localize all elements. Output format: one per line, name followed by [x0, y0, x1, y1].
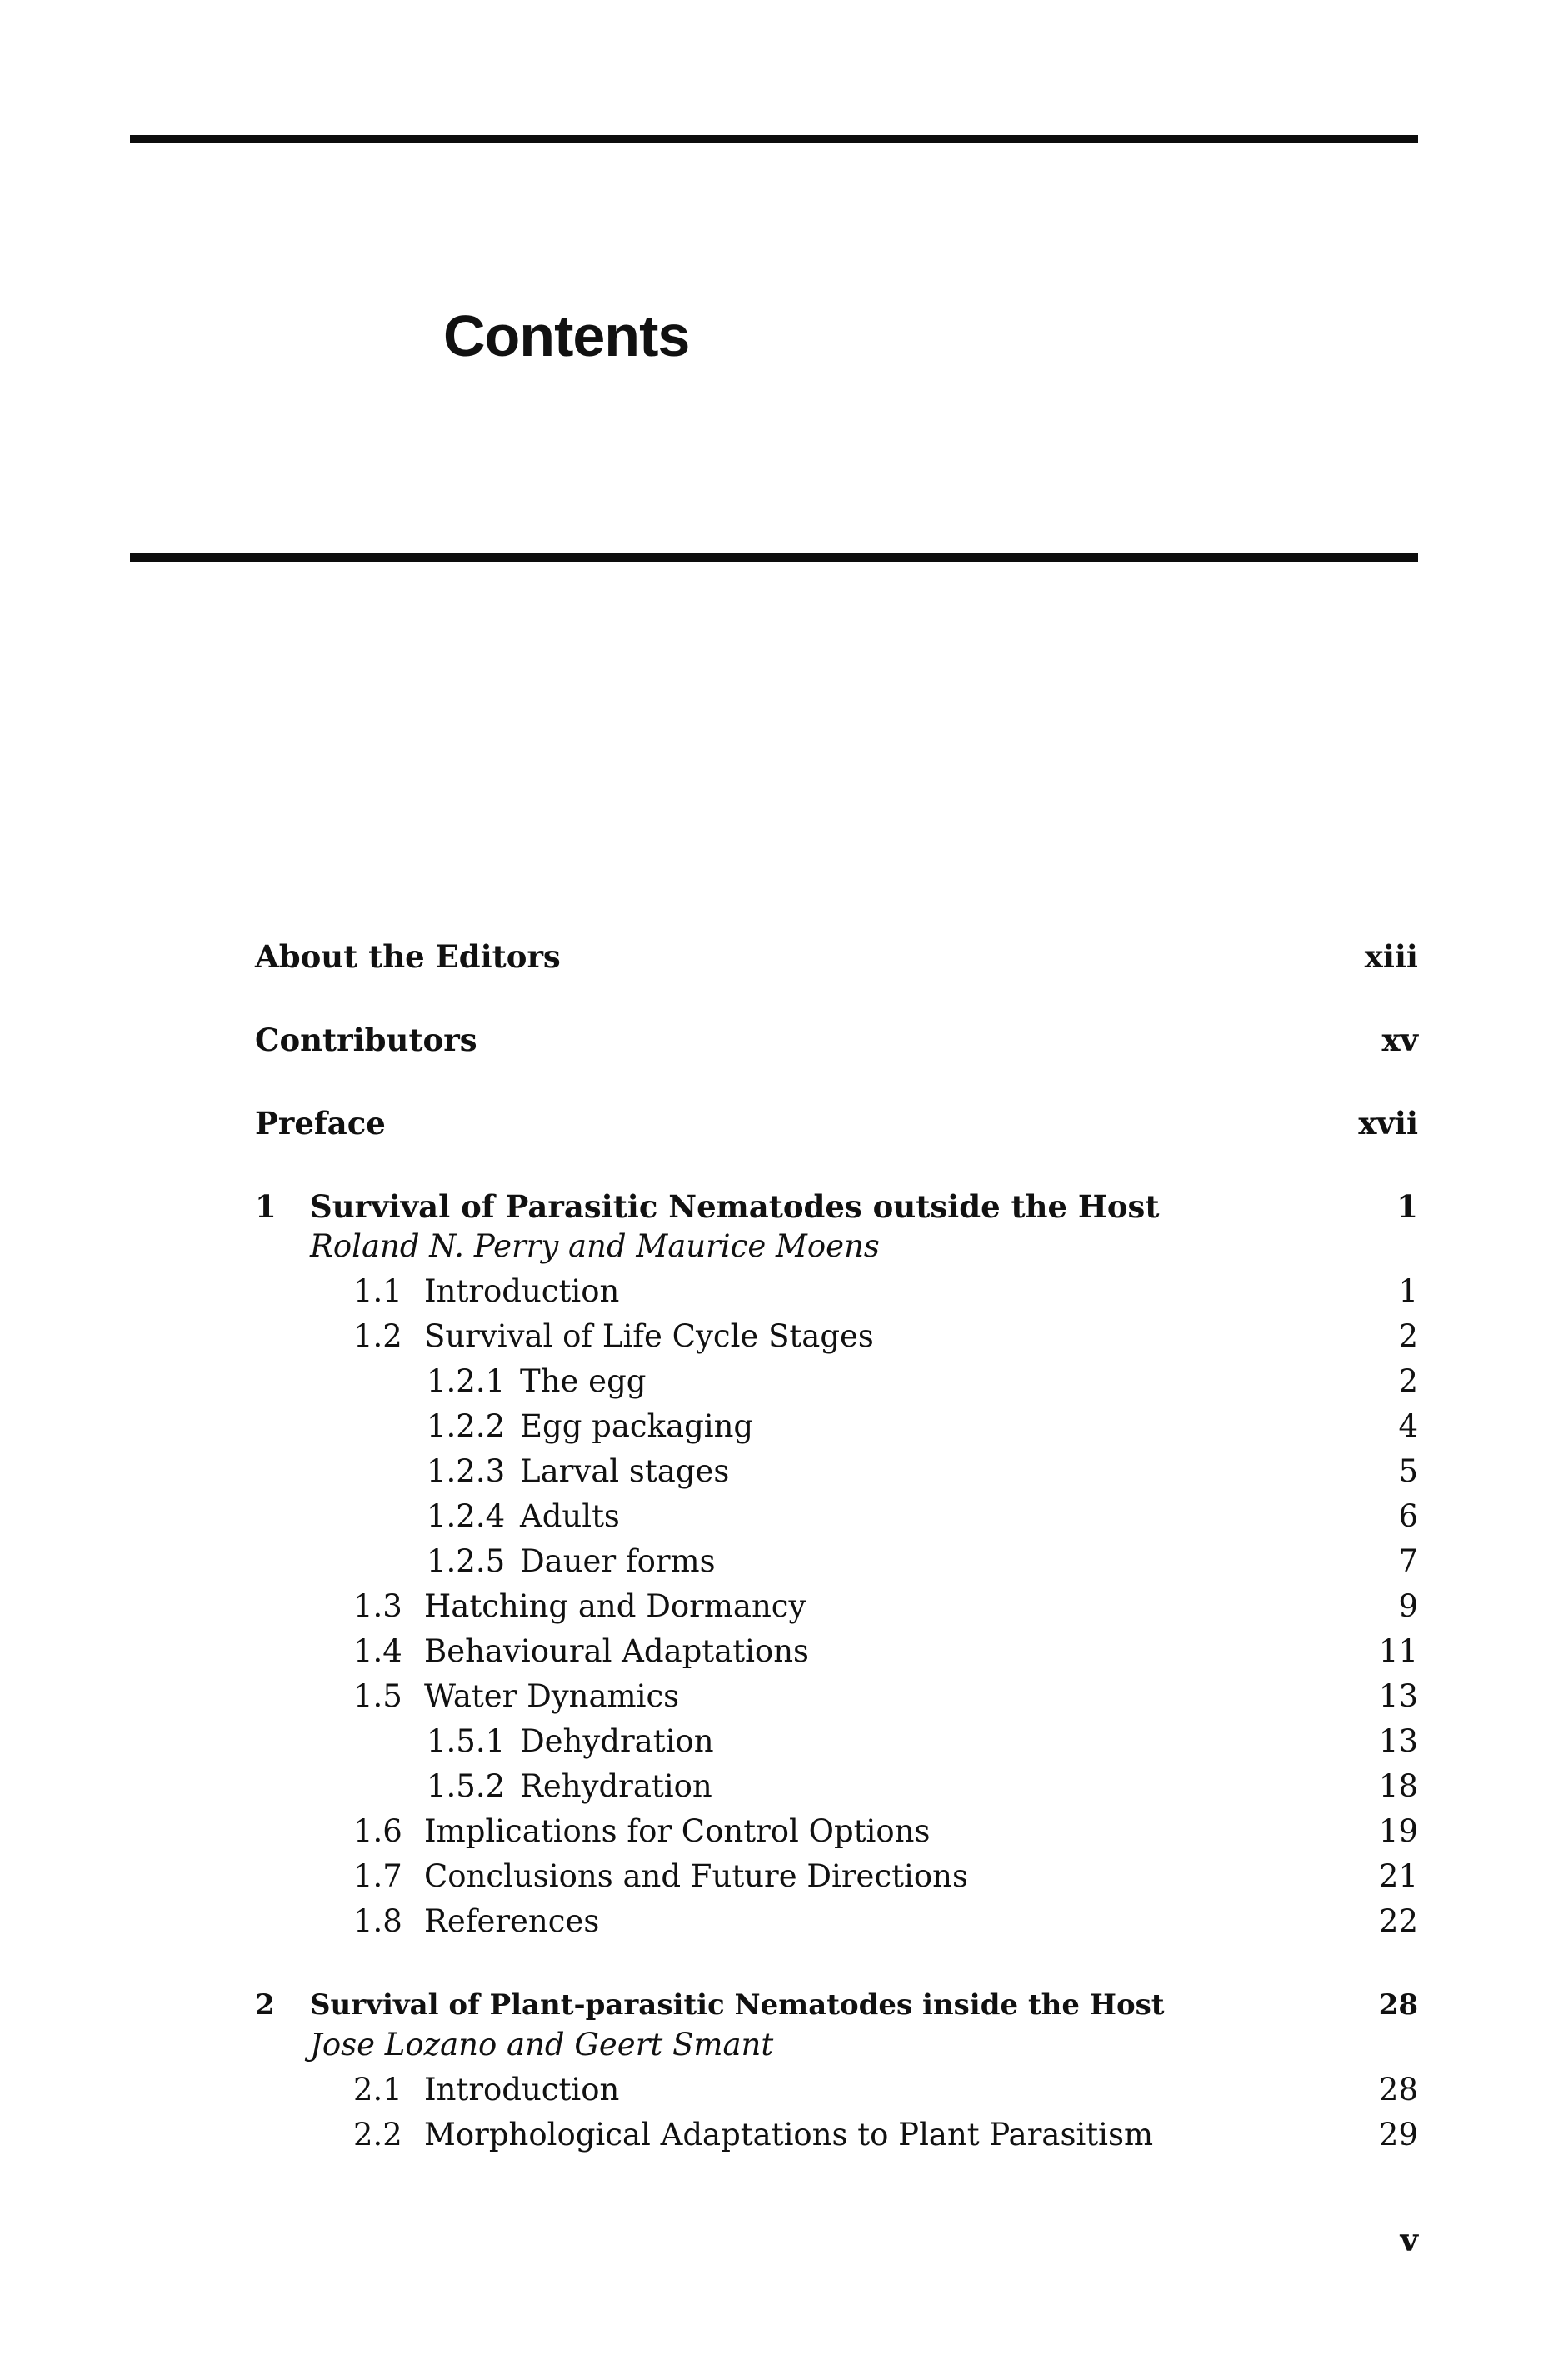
subsection-title: Adults [520, 1498, 620, 1534]
subsection-number: 1.2.2 [427, 1408, 506, 1444]
toc-section[interactable] [0, 1268, 1548, 1315]
section-title: Morphological Adaptations to Plant Parasitism [424, 2117, 1154, 2152]
subsection-page: 13 [1378, 1723, 1418, 1759]
section-number: 1.1 [353, 1273, 402, 1309]
toc-subsection[interactable] [0, 1538, 1548, 1585]
subsection-title: Larval stages [520, 1453, 730, 1489]
toc-subsection[interactable] [0, 1403, 1548, 1450]
section-number: 2.2 [353, 2117, 402, 2152]
subsection-page: 6 [1398, 1498, 1418, 1534]
toc-subsection[interactable] [0, 1358, 1548, 1405]
section-number: 1.3 [353, 1588, 402, 1624]
subsection-page: 4 [1398, 1408, 1418, 1444]
toc-entry-page: xv [1381, 1022, 1418, 1058]
subsection-title: Dauer forms [520, 1543, 716, 1579]
toc-section[interactable] [0, 1898, 1548, 1945]
subsection-number: 1.5.2 [427, 1768, 506, 1804]
section-number: 1.2 [353, 1318, 402, 1354]
page-title: Contents [443, 303, 690, 368]
section-number: 1.5 [353, 1678, 402, 1714]
toc-entry-page: xvii [1358, 1105, 1418, 1142]
section-page: 28 [1378, 2072, 1418, 2108]
toc-entry-preface[interactable] [0, 1100, 1548, 1147]
section-number: 1.6 [353, 1813, 402, 1849]
section-number: 2.1 [353, 2072, 402, 2108]
toc-entry-about-editors[interactable] [0, 933, 1548, 980]
section-page: 11 [1378, 1633, 1418, 1669]
section-page: 2 [1398, 1318, 1418, 1354]
subsection-number: 1.2.5 [427, 1543, 506, 1579]
section-number: 1.4 [353, 1633, 402, 1669]
toc-subsection[interactable] [0, 1763, 1548, 1810]
page-number: v [1400, 2222, 1418, 2258]
subsection-page: 7 [1398, 1543, 1418, 1579]
section-page: 21 [1378, 1858, 1418, 1894]
toc-section[interactable] [0, 2067, 1548, 2113]
toc-section[interactable] [0, 1853, 1548, 1900]
section-page: 19 [1378, 1813, 1418, 1849]
toc-subsection[interactable] [0, 1448, 1548, 1495]
toc-entry-label: Preface [255, 1105, 386, 1142]
toc-section[interactable] [0, 1628, 1548, 1675]
subsection-number: 1.2.4 [427, 1498, 506, 1534]
subsection-number: 1.2.1 [427, 1363, 506, 1399]
bottom-rule [130, 553, 1418, 562]
section-title: Hatching and Dormancy [424, 1588, 806, 1624]
chapter-number: 2 [255, 1988, 275, 2022]
subsection-title: Dehydration [520, 1723, 714, 1759]
section-page: 1 [1398, 1273, 1418, 1309]
subsection-number: 1.5.1 [427, 1723, 506, 1759]
authors-text: Jose Lozano and Geert Smant [310, 2027, 774, 2062]
chapter-title: Survival of Parasitic Nematodes outside the Host [310, 1188, 1160, 1225]
top-rule [130, 135, 1418, 143]
chapter-authors [0, 1223, 1548, 1270]
toc-section[interactable] [0, 1808, 1548, 1855]
toc-section[interactable] [0, 1313, 1548, 1360]
toc-section[interactable] [0, 2112, 1548, 2158]
section-title: Survival of Life Cycle Stages [424, 1318, 874, 1354]
authors-text: Roland N. Perry and Maurice Moens [310, 1228, 880, 1264]
toc-subsection[interactable] [0, 1493, 1548, 1540]
subsection-page: 5 [1398, 1453, 1418, 1489]
section-title: Conclusions and Future Directions [424, 1858, 968, 1894]
chapter-page: 28 [1378, 1988, 1418, 2022]
section-title: Introduction [424, 2072, 620, 2108]
chapter-authors [0, 2022, 1548, 2068]
toc-section[interactable] [0, 1673, 1548, 1720]
subsection-number: 1.2.3 [427, 1453, 506, 1489]
section-page: 13 [1378, 1678, 1418, 1714]
section-page: 22 [1378, 1903, 1418, 1939]
section-title: Water Dynamics [424, 1678, 680, 1714]
subsection-page: 18 [1378, 1768, 1418, 1804]
chapter-number: 1 [255, 1188, 277, 1225]
section-page: 29 [1378, 2117, 1418, 2152]
section-title: Introduction [424, 1273, 620, 1309]
section-title: Implications for Control Options [424, 1813, 931, 1849]
chapter-page: 1 [1396, 1188, 1418, 1225]
chapter-title: Survival of Plant-parasitic Nematodes inside the Host [310, 1988, 1165, 2022]
section-title: References [424, 1903, 600, 1939]
section-page: 9 [1398, 1588, 1418, 1624]
section-number: 1.8 [353, 1903, 402, 1939]
subsection-title: Rehydration [520, 1768, 712, 1804]
section-number: 1.7 [353, 1858, 402, 1894]
toc-section[interactable] [0, 1583, 1548, 1630]
toc-entry-page: xiii [1364, 938, 1418, 975]
toc-entry-contributors[interactable] [0, 1017, 1548, 1063]
toc-subsection[interactable] [0, 1718, 1548, 1765]
subsection-page: 2 [1398, 1363, 1418, 1399]
toc-entry-label: About the Editors [255, 938, 561, 975]
section-title: Behavioural Adaptations [424, 1633, 810, 1669]
subsection-title: The egg [520, 1363, 647, 1399]
subsection-title: Egg packaging [520, 1408, 754, 1444]
toc-entry-label: Contributors [255, 1022, 477, 1058]
